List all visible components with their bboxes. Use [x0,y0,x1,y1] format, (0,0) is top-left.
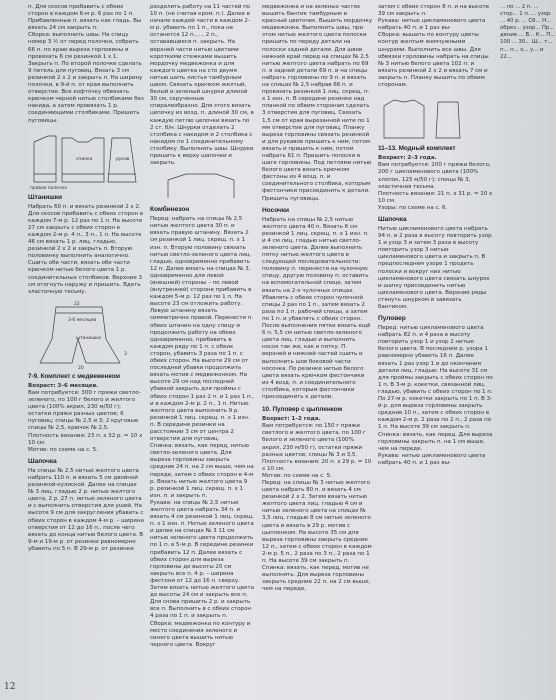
jumpsuit-heading: Комбинезон [150,206,190,214]
col3-front: Перед: на спицы № 3 нитью желтого цвета набрать 80 п. и вязать 4 см резинкой 2 x 2. Затем вязать нитью желтого цвета лиц. гладью 4 см и нитью зеленого цвета на спицах № 3,5 лиц. гладью 8 см нитью зеленого цвета и вязать в 29 р. мотив с цыпленком. На высоте 35 см для выреза горловины закрыть средние 12 п., затем с обеих сторон в каждом 2-м р. 5 п., 2 раза по 3 п., 2 раза по 1 п. На высоте 39 см закрыть п. [262,480,372,565]
col1-density: Плотность вязания: 23 п. x 32 р. = 10 x 10 см. [28,432,143,446]
section-caption-10: 10. Пуловер с цыпленком [262,406,343,414]
hat-heading: Шапочка [28,457,57,465]
hat-text: На спицы № 2,5 нитью желтого цвета набрать 110 п. и вязать 5 см двойной резинкой-кулиской. Далее на спицах № 3 лиц. гладью 2 р. нитью желтого цвета, 2 р. 27 п. нитью зеленого цвета и с выполнить отверстия для ушей. На высоте 9 см для закругления убавить с обеих сторон в каждом 4-м р. – ширина отверстия от 12 до 16 п., после чего вязать до конца нитью белого цвета. В 9-м и 19-м р. от резинки равномерно убавить по 5 п. В 29-м р. от резинки [28,467,144,552]
pants-dim-bottom: 20 [78,365,84,369]
col3-motif: Мотив: по схеме на с. 5. [262,472,332,479]
section-caption-11-13: 11–13. Модный комплект [378,145,456,153]
col1-motif: Мотив: по схеме на с. 5. [28,446,98,453]
col3-top-text: медвежонка и на зеленых частях вышить бантик тамбурным и красный цветочек. Вышить мордочку медвежонка. Выполнить швы, при этом нитью желтого цвета полоски пришить по переду детали на полоски задней детали. Для швов нижний край перед на спицах № 2,5 нитью желтого цвета набрать по 69 п. в задней детали 69 п. и на спицы набрать горловины по 9 п. и вязать на спицах № 2,5 набрав 66 п. и провязать резинкой 1 лиц. скрещ. п. x 1 изн. п. В середине резинки над планкой по обеим сторонам сделать 3 отверстия для пуговиц. Связать 1,5 см от края вырезанной нити по 1 мм отверстие для пуговиц. Планку выреза горловины связать резинкой и для рукавов пришить к ним, потом вязать и пришить к ним, потом набрать 61 п. Пришить полоски в шаге горловины. Под петлями нитью белого цвета вязать крючком фестоны из 4 возд. п. и соединительного столбика, которым фестончики присоединить к детали. Пришить пуговицы. [262,4,372,202]
socks-text: Набрать на спицы № 2,5 нитью желтого цвета 40 п. Вязать 6 см резинкой 1 лиц. скрещ. п. x 1 изн. п. и 4 см лиц. гладью нитью светло-зеленого цвета. Далее выполнить пятку нитью желтого цвета в следующей последовательности: половину п. перенести на чулочную спицу, другую половину п. оставить на вспомогательной спице, затем вязать на 2-х чулочных спицах. Убавлять с обеих сторон чулочной спицы 2 раз по 1 п., затем вязать 2 раза по 1 п. рабочей спицы, а затем по 1 п. и убавлять с обеих сторон. После выполнения пятки вязать ещё 6 п. 5,5 см нитью светло-зеленого цвета лиц. гладью и выполнить носок так же, как и пятку. П. верхней и нижней частей сшить и выполнить шов боковой части носочка. По резинке нитью белого цвета вязать крючком фестончики из 4 возд. п. и соединительного столбика, которым фестончики присоединить к детали. [262,216,371,400]
diagram-label-sleeve: рукав [116,156,130,162]
col4-sleeves: Рукава: нитью цикламенового цвета набрать 40 п. и 1 раз вы- [378,18,486,32]
col2-top-text: разделить работу на 11 частей по 10 п. (не считая кром. п.). Далее в начале каждой части в каждом 2-м р. убавить по 1 п., пока не останется 12 п., ... 2 п., остававшиеся п. закрыть. На верхней части нитью цветами короткими стежками вышить мордочку медвежонка и для каждого цветка на сто двумя нитью шить листья тамбурным швом. Связать крючком желтый, белый и зеленый шнурки длиной 30 см, скрученные спиралеобразно. Для этого вязать цепочку из возд. п. длиной 30 см, в каждую петлю цепочки вязать по 2 ст. б/н. Шнурки отделать 2 столбика с накидом и 2 столбика с накидом по 1 соединительному столбику. Выполнить швы. Шнурки пришить к верху шапочки и закрыть. [150,4,254,167]
column-3 [262,4,372,684]
pullover-pattern-diagram [378,92,493,142]
col4-materials: Вам потребуется: 200 г пряжи белого, 200 г цикламенового цвета (100% хлопок, 125 м/50 г); спицы № 3, эластичная тесьма. [378,162,491,190]
col3-density: Плотность вязания: 20 п. x 29 р. = 10 x 10 см. [262,458,372,472]
column-2 [150,4,254,684]
socks-heading: Носочки [262,206,290,214]
col4-pullover-heading: Пуловер [378,315,406,323]
jumpsuit-assembly-text: Сборка: медвежонка по контуру и место соединения зеленого и синего цвета вышить нитью черного цвета. Вокруг [150,620,251,648]
col4-top-text: затем с обеих сторон 8 п. и на высоте 39 см закрыть п. [378,4,490,18]
section-caption-7-9: 7-9. Комплект с медвеженком [28,372,120,380]
col4-density: Плотность вязания: 21 п. x 31 р. = 10 x 10 см. [378,190,493,204]
diagram-label-back: спинка [76,156,93,162]
jumpsuit-front-text: Перед: набрать на спицы № 2,5 нитью желтого цвета 30 п. и вязать правую штанину. Вязать 2 см резинкой 1 лиц. скрещ. п. x 1 изн. п. Вторую половину связать нитью светло-зеленого цвета лиц. гладью, одновременно прибавить 12 п. Далее вязать на спицах № 3, одновременно для левой (внешней) стороны – по левой (внутренней) стороне прибавить в каждом 5-м р. 12 раз по 1 п. На высоте 23 см отложить работу. Левую штанину вязать симметрично правой. Перенести п. обеих штанин на одну спицу и продолжить работу на обеих одновременно, прибавить в каждом ряду по 1 п. с обеих сторон, убавить 3 раза по 1 п. с обеих сторон. На высоте 29 см от последней убавки продолжить вязать мотив с медвежонком. На высоте 29 см над последней убавкой закрыть для проймы с обеих сторон 1 раз 2 п. и 1 раз 1 п., и в каждом 2-м р. 2 п., 1 п. Нитью желтого цвета выполнить 9 р. резинкой 1 лиц. скрещ. п. x 1 изн. п. В середине резинки на расстоянии 3 см от центра 2 отверстия для пуговиц. [150,216,254,443]
col4-age: Возраст: 2–3 года. [378,155,437,162]
col4-hat-heading: Шапочка [378,215,407,223]
jumpsuit-pattern-diagram [150,170,254,202]
col5-text: ... по ... 2 п. ... стор... 1 п. ... узор ... 40 р. ... Сб... Н... обрез... узор... Пр... дение ... В... К... П... 100 ... 30... Ш... т... п... п... о... у... и 22... [500,4,556,60]
col4-hat-text: Нитью цикламенового цвета набрать 94 п. и 2 раза в высоту повторить узор 1 и узор 3 и затем 3 раза в высоту повторить узор 3 нитью цикламенового цвета и закрыть п. В предпоследнем узоре 1 продеть полоски и вокруг них нитью цикламенового цвета связать шнурок и шапку присоединить нитью цикламенового цвета. Верхние ряды стянуть шнурком и завязать бантиком. [378,225,492,310]
pants-label: штанишки [76,335,101,341]
column-1 [28,4,144,684]
column-5-cropped [500,4,556,684]
col1-top-text: п. Для скосов прибавить с обеих сторон в каждом 6-м р. 6 раз по 1 п. Прибавленные п. вязать как гладь. Вы вязать 24 см закрыть п. [28,4,142,32]
diagram-label-front: правая полочка [30,185,67,190]
pants-size: 3-6 месяцев [68,317,97,323]
col4-back: Спинка: вязать, как перед. Для выреза горловины закрыть п. на 1 см выше, чем на переде. [378,431,493,452]
col3-age: Возраст: 1–2 года. [262,416,321,423]
col4-front: Перед: нитью цикламенового цвета набрать 82 п. и 4 раза в высоту повторить узор 1 и узор 2 нитью белого цвета. В последнем р. узора 1 равномерно убавить 16 п. Далее вязать 1 раз узор 1 и до окончания детали лиц. гладью. На высоте 31 см для проймы закрыть с обеих сторон по 1 п. В 3-м р. кокетки, связанной лиц. гладью, убавить с обеих сторон по 1 п. По 27-м р. кокетки закрыть по 1 п. В 3-й р. для выреза горловины закрыть средние 10 п., затем с обеих сторон в каждом 2-м р. 2 раза по 2 п., 2 раза по 1 п. На высоте 39 см закрыть п. [378,325,493,431]
jumpsuit-back-text: Спинка: вязать, как перед, нитью светло-зеленого цвета. Для выреза горловины закрыть средние 24 п. на 2 см выше, чем на переде, затем с обеих сторон в 4-м р. Вязать нитью желтого цвета 9 р. резинкой 1 лиц. скрещ. п. x 1 изн. п. и закрыть п. [150,443,254,499]
pants-dim-side: 3 [124,351,127,357]
pants-heading: Штанишки [28,193,63,201]
pants-pattern-diagram [28,299,144,369]
pants-dim-top: 22 [74,301,80,307]
cardigan-pattern-diagram [28,128,144,190]
jumpsuit-sleeves-text: Рукава: на спицы № 2,5 нитью желтого цвета набрать 34 п. и вязать 4 см резинкой 1 лиц. скрещ. п. x 1 изн. п. Нитью зеленого цвета и далее на спицах № 3 11 см нитью зеленого цвета продолжить по 1 п. в 5-м р. В середине резинки прибавить 12 п. Далее вязать с обеих сторон для выреза горловины до высоты 20 см закрыть все п. 4 р. – ширина фестони от 12 до 16 п. сверху. Затем вязать нитью желтого цвета до высоты 24 см и закрыть все п. Для снова пришить 2 р. и закрыть все п. Выполнить в с обеих сторон 4 раза по 1 п. и закрыть п. [150,499,254,620]
pants-text: Набрать 60 п. и вязать резинкой 2 x 2. Для скосов прибавить с обеих сторон в каждом 7-м р. 12 раз по 1 п. На высоте 27 см закрыть с обеих сторон в каждом 2-м р. 4 п., 3 п., 1 п. На высоте 46 см вязать 1 р. лиц. гладью, резинкой 2 x 2 и закрыть п. Вторую половинку выполнить аналогично. Сшить обе части, вязать обе части крючком нитью белого цвета 1 р. соединительных столбиков. Верхние 3 см отогнуть наружу и пришить. Вдеть эластичную тесьму. [28,203,144,295]
column-4 [378,4,493,684]
col4-pattern: Узоры: по схеме на с. 6. [378,204,448,211]
page-number: 12 [4,682,16,692]
col3-back: Спинка: вязать, как перед, мотив не выполнять. Для выреза горловины закрыть средние 22 п. на 2 см выше, чем на переде, [262,565,371,593]
col3-materials: Вам потребуется: по 150 г пряжи светлого и желтого цвета, по 100 г белого и зеленого цвета (100% акрил, 230 м/50 г), остатки пряжи разных цветов; спицы № 3 и 3,5. [262,423,366,458]
col1-materials: Вам потребуется: 300 г пряжи светло-зеленого, по 100 г белого и желтого цвета (100% акрил, 230 м/50 г); остатки пряжи разных цветов; 6 пуговиц; спицы № 2,5 и 3; 2 круговые спицы № 2,5, крючок № 2,5. [28,390,141,432]
col4-assembly: Сборка: вышить по контуру цветы контур желтым жемчужными шнурами. Выполнить все швы. Для обвязки горловины набрать на спицы № 3 нитью белого цвета 102 п. и вязать резинкой 2 x 2 и вязать 7 см и закрыть п. Планку вышить по обеим сторонам. [378,32,489,89]
col1-assembly-text: Сборка: выполнить швы. На спицу номер 3 ½ от перед полочки, собрать 66 п. по краю выреза горловины и провязать 6 см резинкой 1 x 1. Закрыть п. По второй полочке сделать 9 петель для пуговиц. Вязать 3 см резинкой 2 x 2 и закрыть п. На ширину полочки, в 9-й п. от края выполнить отверстие. Все кофточку обвязать крючком черной нитью столбиками без накида, а затем провязать 1 р. соединяющими столбиками. Пришить пуговицы. [28,32,144,124]
col4-sleeves-2: Рукава: нитью цикламенового цвета набрать 40 п. и 1 раз вы- [378,452,486,466]
col1-age: Возраст: 3–6 месяцев. [28,382,99,389]
